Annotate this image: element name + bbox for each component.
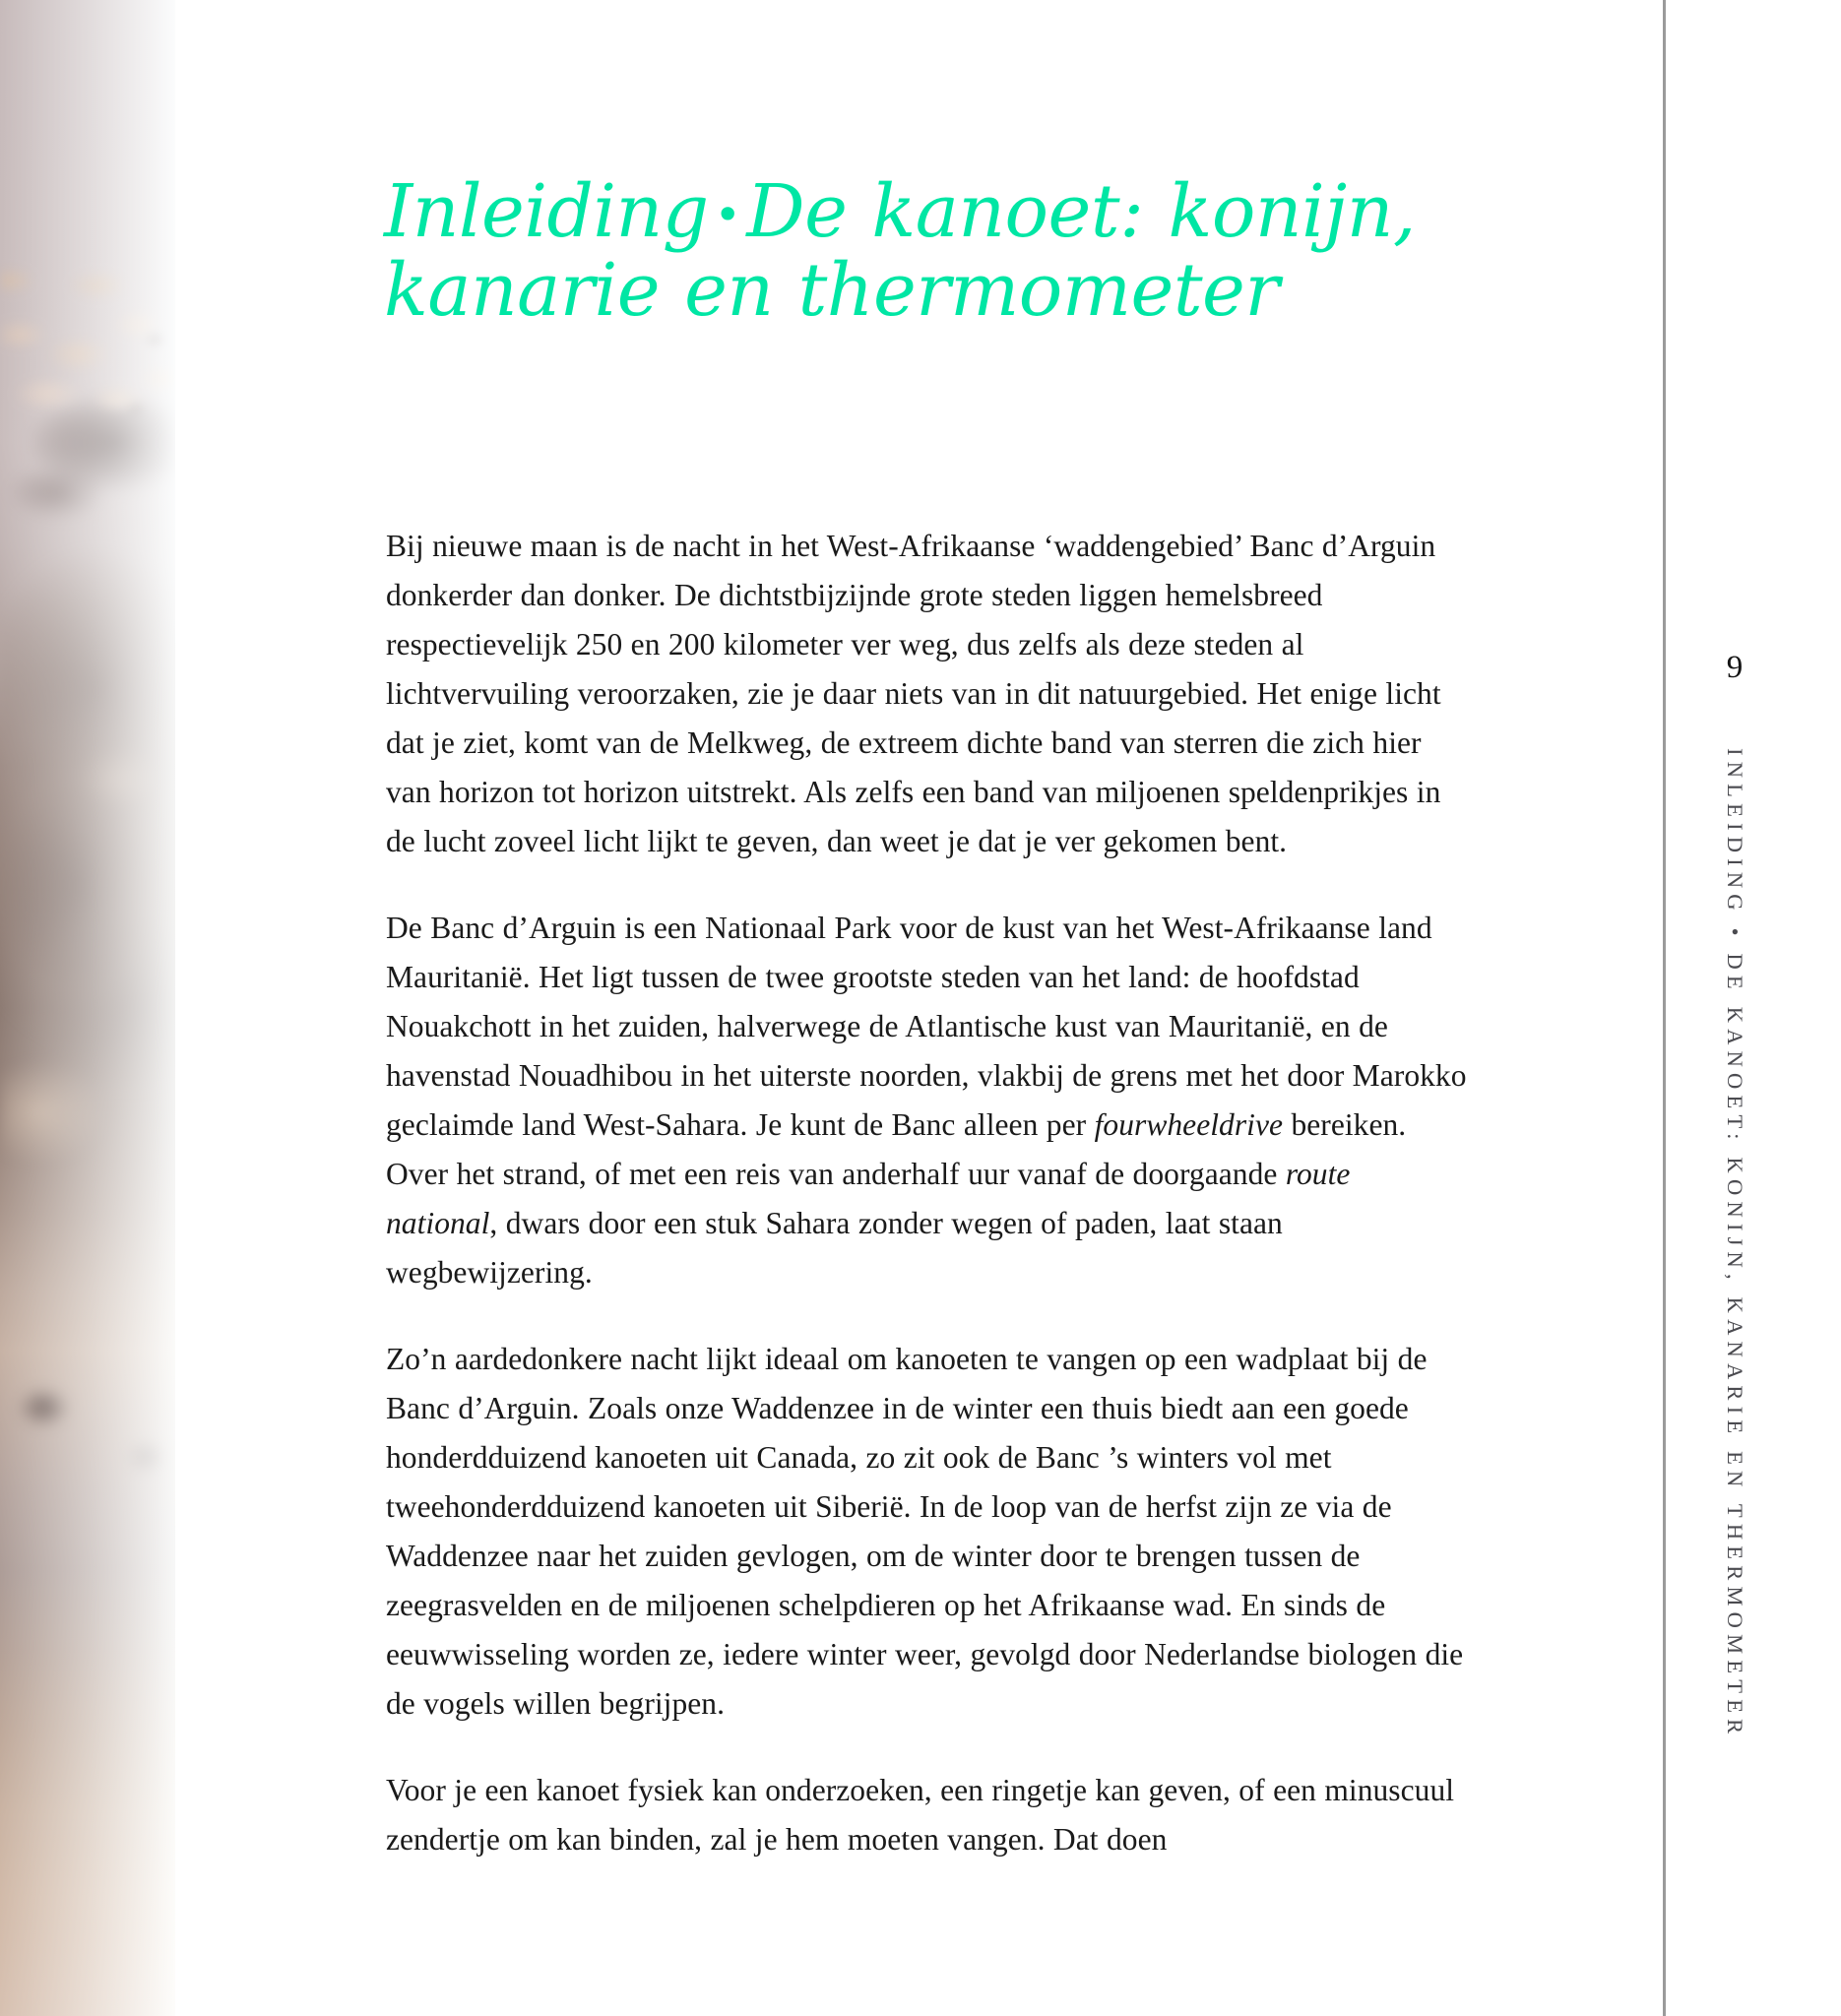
text-run: Bij nieuwe maan is de nacht in het West-Afrikaanse ‘waddengebied’ Banc d’Arguin donkerder dan donker. De dichtstbijzijnde grote steden liggen hemelsbreed respectievelijk 250 en 200 kilometer ver weg, dus zelfs als deze steden al lichtvervuiling veroorzaken, zie je daar niets van in dit natuurgebied. Het enige licht dat je ziet, komt van de Melkweg, de extreem dichte band van sterren die zich hier van horizon tot horizon uitstrekt. Als zelfs een band van miljoenen speldenprikjes in de lucht zoveel licht lijkt te geven, dan weet je dat je ver gekomen bent.: [386, 529, 1441, 858]
body-copy: [386, 522, 1467, 1864]
text-run: De Banc d’Arguin is een Nationaal Park voor de kust van het West-Afrikaanse land Mauritanië. Het ligt tussen de twee grootste steden van het land: de hoofdstad Nouakchott in het zuiden, halverwege de Atlantische kust van Mauritanië, en de havenstad Nouadhibou in het uiterste noorden, vlakbij de grens met het door Marokko geclaimde land West-Sahara. Je kunt de Banc alleen per: [386, 911, 1467, 1142]
paragraph-1: [386, 522, 1467, 866]
text-run: , dwars door een stuk Sahara zonder wegen of paden, laat staan wegbewijzering.: [386, 1206, 1283, 1290]
running-head: [1695, 748, 1774, 1740]
text-run: Voor je een kanoet fysiek kan onderzoeken, een ringetje kan geven, of een minuscuul zendertje om kan binden, zal je hem moeten vangen. Dat doen: [386, 1773, 1455, 1857]
text-run: Zo’n aardedonkere nacht lijkt ideaal om kanoeten te vangen op een wadplaat bij de Banc d’Arguin. Zoals onze Waddenzee in de winter een thuis biedt aan een goede honderdduizend kanoeten uit Canada, zo zit ook de Banc ’s winters vol met tweehonderdduizend kanoeten uit Siberië. In de loop van de herfst zijn ze via de Waddenzee naar het zuiden gevlogen, om de winter door te brengen tussen de zeegrasvelden en de miljoenen schelpdieren op het Afrikaanse wad. En sinds de eeuwwisseling worden ze, iedere winter weer, gevolgd door Nederlandse biologen die de vogels willen begrijpen.: [386, 1342, 1464, 1721]
text-run: fourwheeldrive: [1094, 1107, 1284, 1142]
text-column: [384, 0, 1482, 2016]
chapter-separator-bullet: •: [714, 188, 741, 242]
text-run: bereiken. Over het strand, of met een reis van anderhalf uur vanaf de doorgaande: [386, 1107, 1407, 1191]
paragraph-4: [386, 1766, 1467, 1864]
paragraph-2: [386, 904, 1467, 1297]
paragraph-3: [386, 1335, 1467, 1729]
page-number: 9: [1726, 650, 1744, 685]
margin-rule: [1663, 0, 1666, 2016]
chapter-title: [384, 169, 1477, 333]
chapter-label: Inleiding: [384, 169, 709, 254]
chapter-opener-photo: [0, 0, 175, 2016]
photo-edge-highlight: [0, 0, 175, 2016]
text-run: route national: [386, 1157, 1351, 1240]
chapter-title-text: De kanoet: konijn, kanarie en thermometer: [384, 169, 1416, 333]
running-head-text: INLEIDING • DE KANOET: KONIJN, KANARIE EN THERMOMETER: [1723, 748, 1747, 1740]
